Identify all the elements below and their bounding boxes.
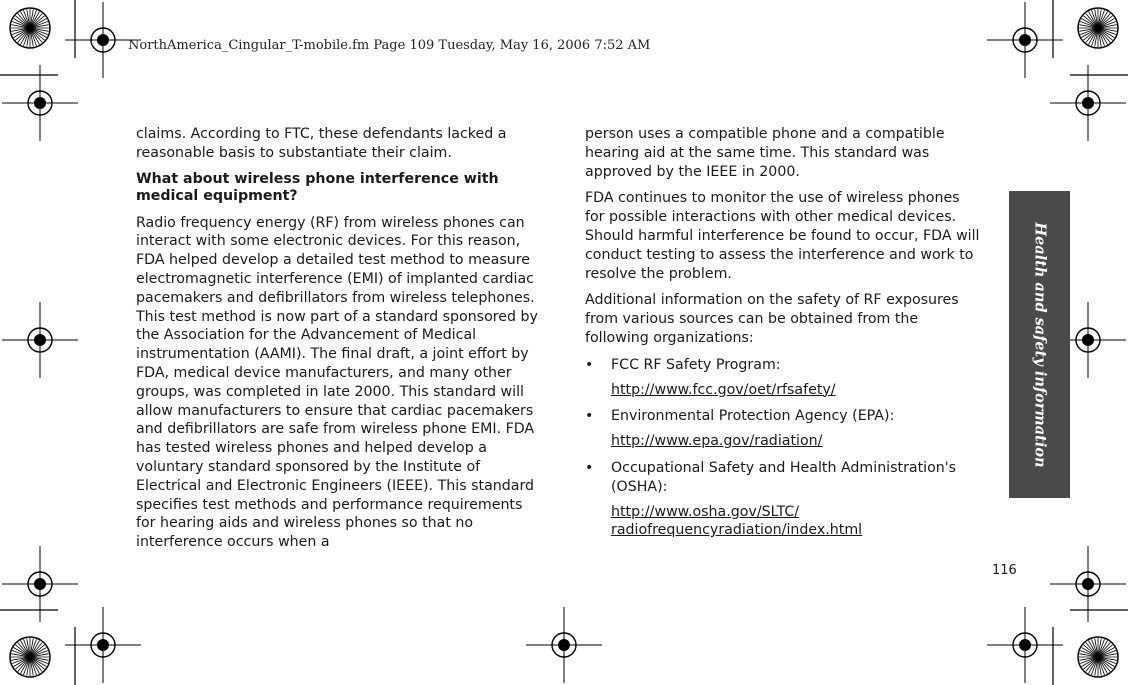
registration-mark-icon xyxy=(526,607,602,683)
registration-mark-icon xyxy=(987,2,1063,78)
fda-monitor-paragraph: FDA continues to monitor the use of wireless phones for possible interactions with other medical devices. Should harmful interference be found to occur, FDA will conduct testing to assess the interference and work to resolve the problem. xyxy=(585,190,980,282)
epa-link[interactable]: http://www.epa.gov/radiation/ xyxy=(611,433,823,450)
resource-item-osha xyxy=(585,459,983,497)
resource-item-fcc xyxy=(585,356,983,375)
registration-mark-icon xyxy=(1050,65,1126,141)
left-column xyxy=(136,125,542,560)
resource-name: FCC RF Safety Program: xyxy=(611,356,781,373)
registration-mark-icon xyxy=(2,302,78,378)
registration-mark-icon xyxy=(2,65,78,141)
registration-mark-icon xyxy=(65,607,141,683)
fcc-link[interactable]: http://www.fcc.gov/oet/rfsafety/ xyxy=(611,381,836,398)
registration-mark-icon xyxy=(987,607,1063,683)
section-heading: What about wireless phone interference with medical equipment? xyxy=(136,170,499,205)
sunburst-icon xyxy=(1078,8,1118,48)
osha-link[interactable]: http://www.osha.gov/SLTC/ radiofrequencyradiation/index.html xyxy=(611,503,863,539)
side-tab-label: Health and safety information xyxy=(1031,221,1048,468)
claims-paragraph: claims. According to FTC, these defendants lacked a reasonable basis to substantiate their claim. xyxy=(136,126,507,161)
resource-item-epa xyxy=(585,407,983,426)
side-section-tab xyxy=(1009,191,1070,498)
page-number: 116 xyxy=(992,563,1017,578)
sunburst-icon xyxy=(10,8,50,48)
bullet-icon: • xyxy=(585,408,594,425)
continued-paragraph: person uses a compatible phone and a compatible hearing aid at the same time. This standard was approved by the IEEE in 2000. xyxy=(585,126,945,180)
bullet-icon: • xyxy=(585,356,594,373)
sunburst-icon xyxy=(10,637,50,677)
resource-name: Occupational Safety and Health Administration's (OSHA): xyxy=(611,459,957,495)
right-column xyxy=(585,125,983,548)
file-info-header: NorthAmerica_Cingular_T-mobile.fm Page 109 Tuesday, May 16, 2006 7:52 AM xyxy=(128,38,651,53)
bullet-icon: • xyxy=(585,459,594,476)
resource-name: Environmental Protection Agency (EPA): xyxy=(611,408,895,425)
sunburst-icon xyxy=(1078,637,1118,677)
additional-info-paragraph: Additional information on the safety of RF exposures from various sources can be obtained from the following organizations: xyxy=(585,292,959,346)
rf-interference-paragraph: Radio frequency energy (RF) from wireless phones can interact with some electronic devices. For this reason, FDA helped develop a detailed test method to measure electromagnetic interference (EMI) of implanted cardiac pacemakers and defibrillators from wireless telephones. This test method is now part of a standard sponsored by the Association for the Advancement of Medical instrumentation (AAMI). The final draft, a joint effort by FDA, medical device manufacturers, and many other groups, was completed in late 2000. This standard will allow manufacturers to ensure that cardiac pacemakers and defibrillators are safe from wireless phone EMI. FDA has tested wireless phones and helped develop a voluntary standard sponsored by the Institute of Electrical and Electronic Engineers (IEEE). This standard specifies test methods and performance requirements for hearing aids and wireless phones so that no interference occurs when a xyxy=(136,214,538,551)
